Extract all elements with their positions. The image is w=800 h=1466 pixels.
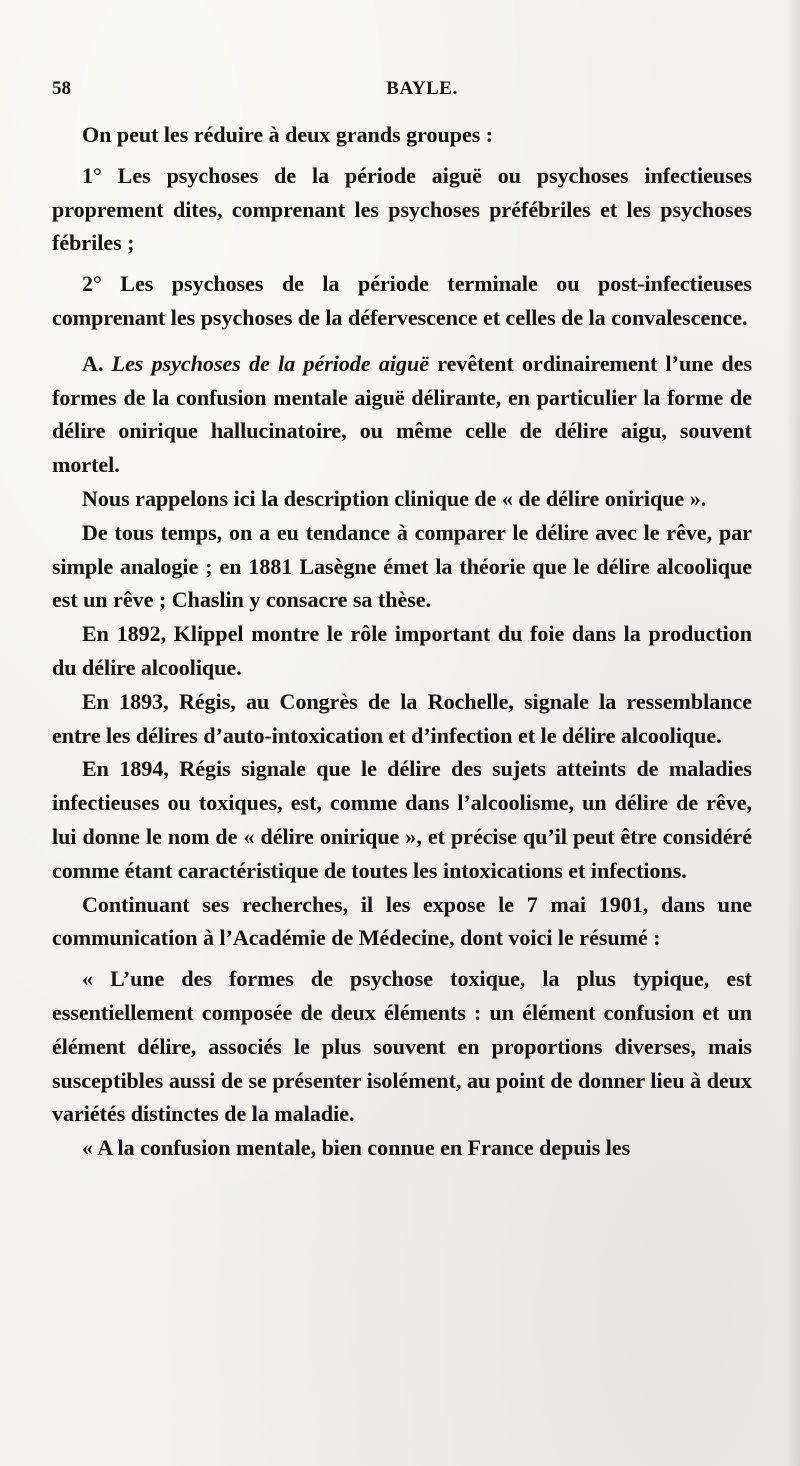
running-head (52, 78, 752, 106)
section-a-text: revêtent ordinairement l’une des formes de la confusion mentale aiguë délirante, en particulier la forme de délire onirique hallucinatoire, ou même celle de délire aigu, souvent mortel. (52, 350, 753, 478)
page-edge-shadow (786, 0, 800, 1466)
paragraph-1901: Continuant ses recherches, il les expose le 7 mai 1901, dans une communication à l’Académie de Médecine, dont voici le résumé : (52, 891, 752, 951)
page-number: 58 (52, 78, 71, 99)
section-heading-italic: Les psychoses de la période aiguë (111, 350, 430, 376)
paragraph-group-1: 1° Les psychoses de la période aiguë ou psychoses infectieuses proprement dites, comprenant les psychoses préfébriles et les psychoses fébriles ; (52, 162, 752, 256)
paragraph-1894: En 1894, Régis signale que le délire des sujets atteints de maladies infectieuses ou toxiques, est, comme dans l’alcoolisme, un délire de rêve, lui donne le nom de « délire onirique », et précise qu’il peut être considéré comme étant caractéristique de toutes les intoxications et infections. (52, 756, 752, 883)
paragraph-description: Nous rappelons ici la description clinique de « de délire onirique ». (82, 485, 707, 511)
running-title: BAYLE. (386, 78, 458, 99)
paragraph-1892: En 1892, Klippel montre le rôle important du foie dans la production du délire alcoolique. (52, 621, 752, 680)
paragraph-quote-2: « A la confusion mentale, bien connue en France depuis les (82, 1135, 631, 1161)
body-text (52, 118, 752, 1165)
paragraph-group-2: 2° Les psychoses de la période terminale ou post-infectieuses comprenant les psychoses de la défervescence et celles de la convalescence. (52, 271, 752, 330)
paragraph-quote-1: « L’une des formes de psychose toxique, la plus typique, est essentiellement composée de deux éléments : un élément confusion et un élément délire, associés le plus souvent en proportions diverses, mais susceptibles aussi de se présenter isolément, au point de donner lieu à deux variétés distinctes de la maladie. (52, 966, 752, 1127)
paragraph-section-a (52, 347, 752, 482)
paragraph-1893: En 1893, Régis, au Congrès de la Rochelle, signale la ressemblance entre les délires d’auto-intoxication et d’infection et le délire alcoolique. (52, 688, 752, 748)
paragraph-intro: On peut les réduire à deux grands groupes : (82, 122, 494, 147)
paragraph-history: De tous temps, on a eu tendance à comparer le délire avec le rêve, par simple analogie ; en 1881 Lasègne émet la théorie que le délire alcoolique est un rêve ; Chaslin y consacre sa thèse. (52, 519, 752, 613)
section-letter: A. (82, 350, 104, 376)
